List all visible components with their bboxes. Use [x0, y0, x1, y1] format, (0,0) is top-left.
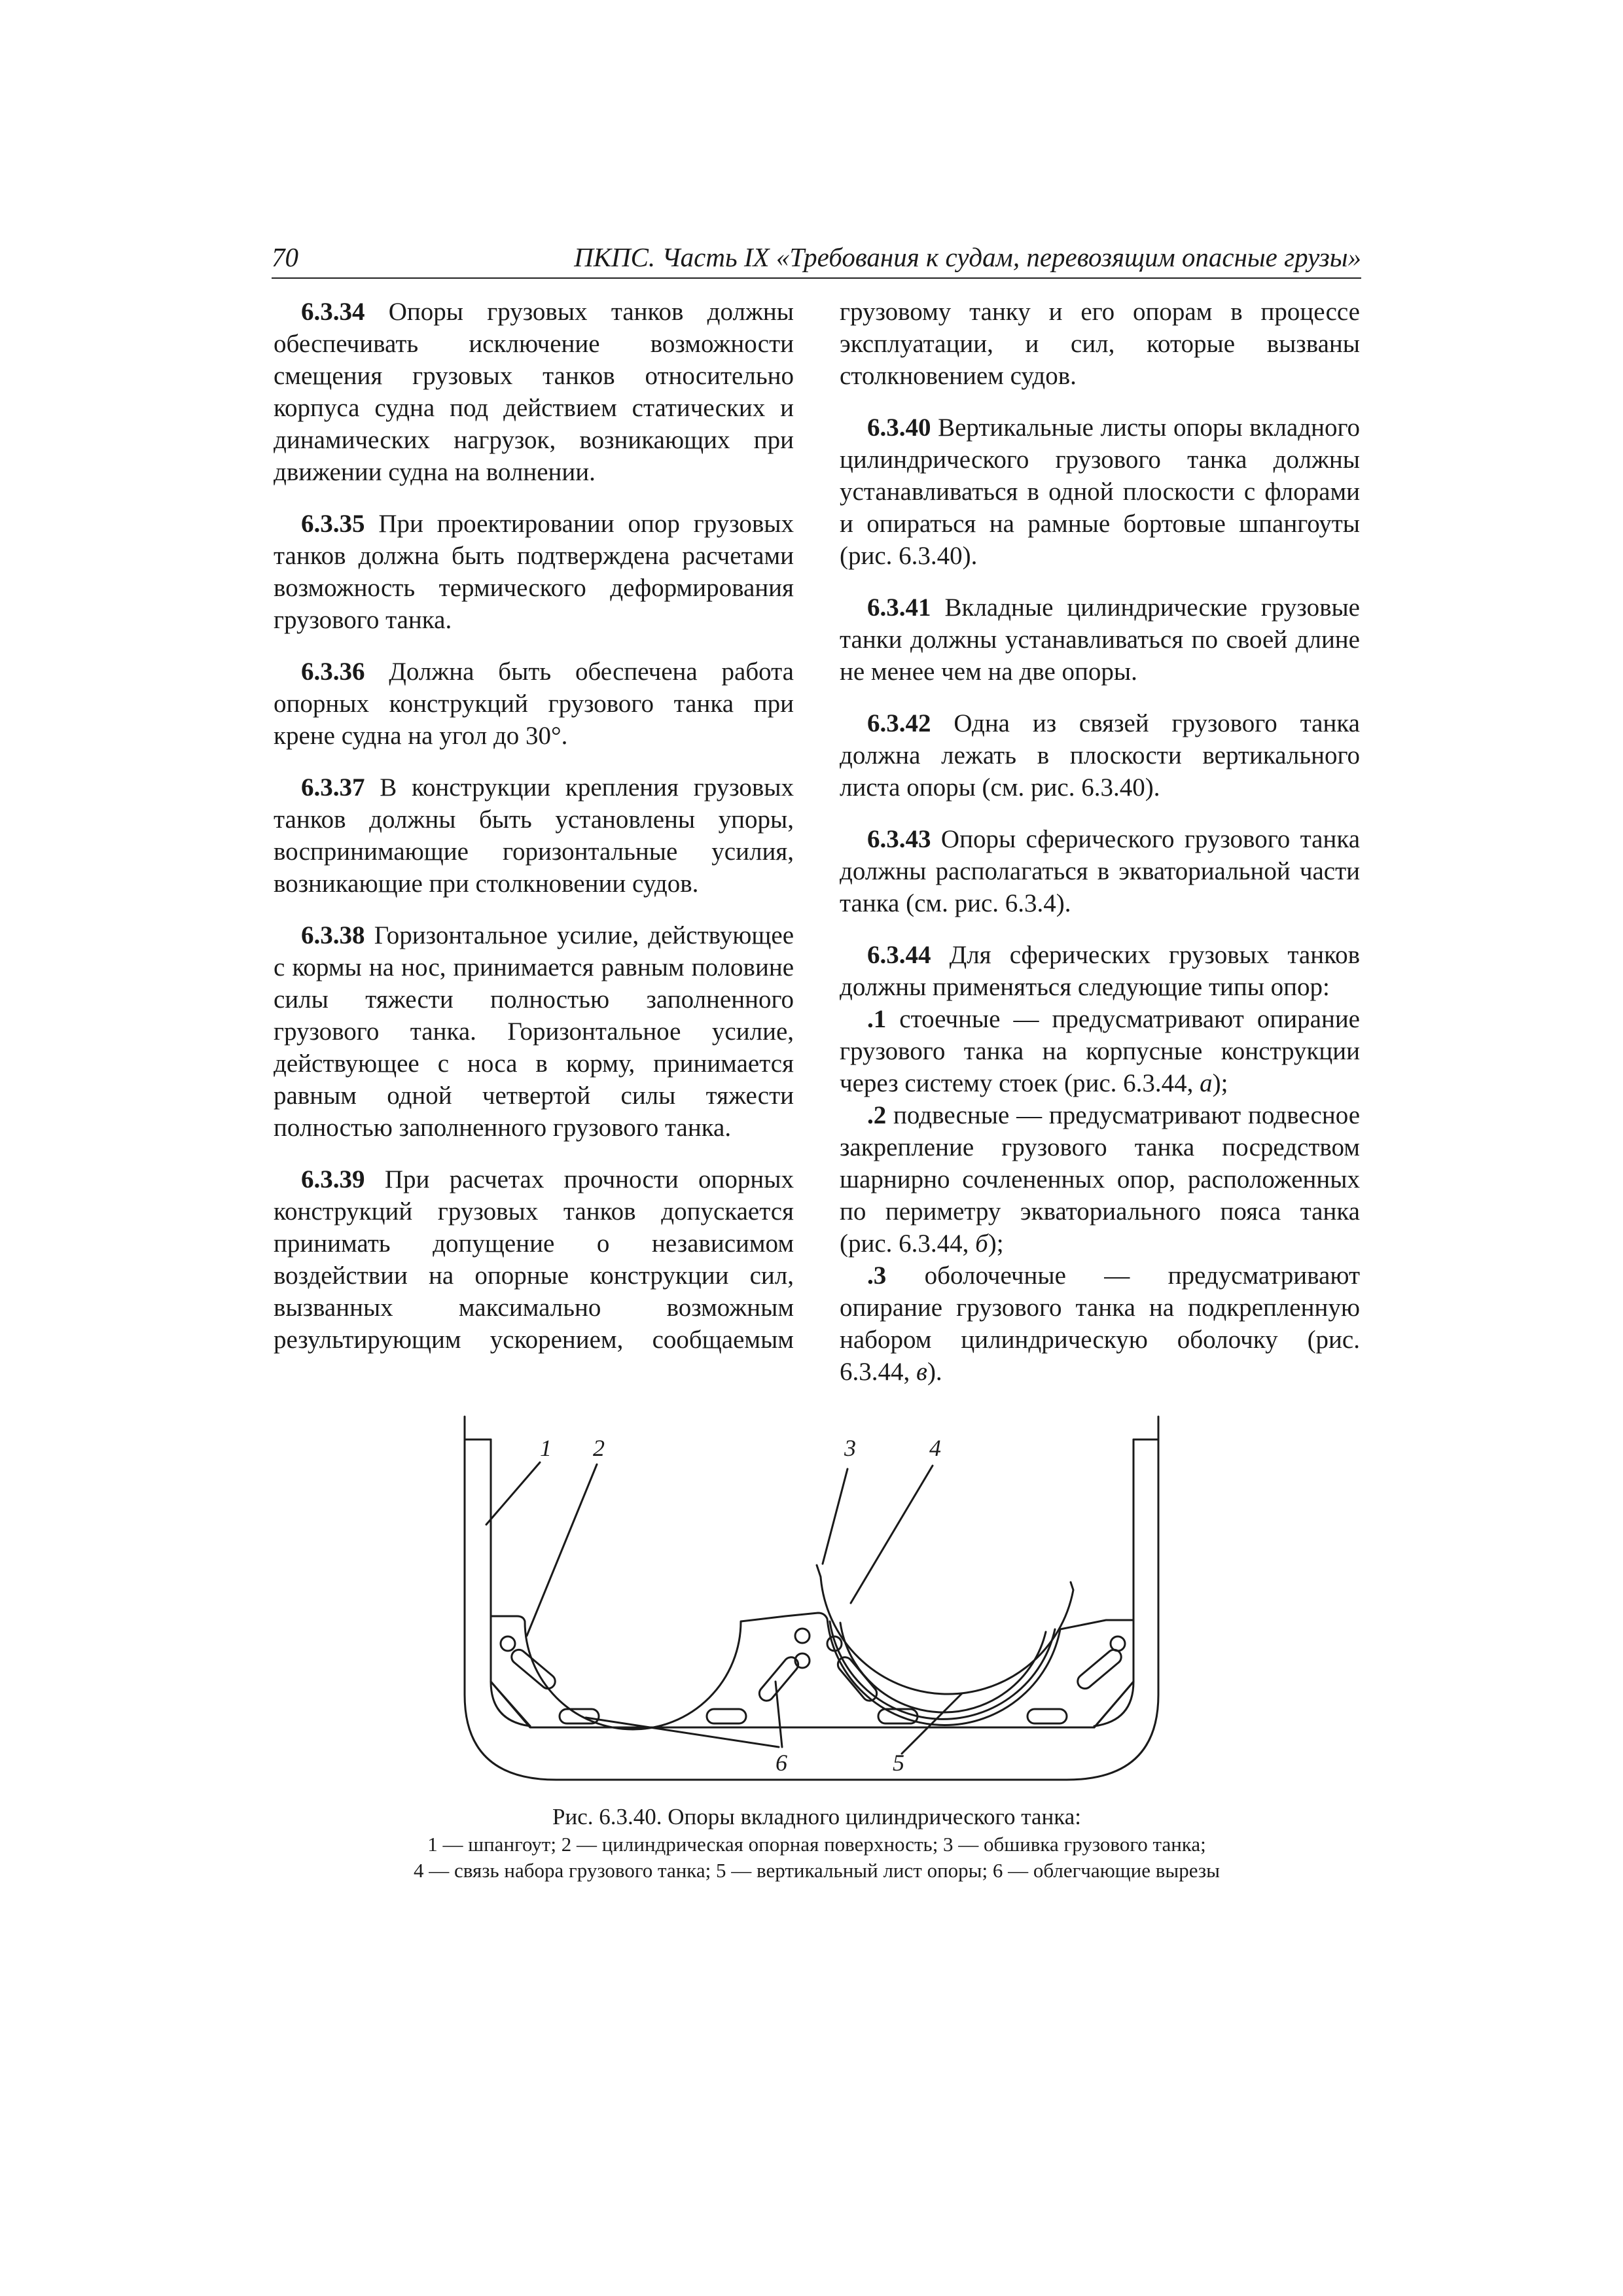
clause-number: 6.3.36: [301, 658, 365, 686]
right-column: [840, 296, 1360, 1388]
clause-number: 6.3.35: [301, 510, 365, 538]
caption-legend-line-1: 1 — шпангоут; 2 — цилиндрическая опорная поверхность; 3 — обшивка грузового танка;: [427, 1833, 1206, 1856]
clause-text: Вкладные цилиндрические грузовые танки должны устанавливаться по своей длине не менее чем на две опоры.: [840, 593, 1360, 686]
clause-number: 6.3.42: [867, 709, 931, 737]
figure-label-3: 3: [844, 1435, 856, 1461]
subitem-tail: ).: [927, 1358, 942, 1386]
clause-text: В конструкции крепления грузовых танков должны быть установлены упоры, воспринимающие горизонтальные усилия, возникающие при столкновении судов.: [274, 773, 794, 898]
lightening-slot: [707, 1709, 746, 1723]
lightening-slot: [1027, 1709, 1067, 1723]
left-column: [274, 296, 794, 1375]
page-number: 70: [272, 242, 298, 272]
figure-ref: а: [1200, 1069, 1213, 1097]
figure-label-4: 4: [929, 1435, 941, 1461]
clause-text: Вертикальные листы опоры вкладного цилиндрического грузового танка должны устанавливаться в одной плоскости с флорами и опираться на рамные бортовые шпангоуты (рис. 6.3.40).: [840, 414, 1360, 570]
figure-label-5: 5: [893, 1750, 904, 1776]
frame-right: [1094, 1439, 1133, 1726]
clause-number: 6.3.39: [301, 1165, 365, 1193]
frame-left: [491, 1439, 530, 1726]
clause-text: При расчетах прочности опорных конструкций грузовых танков допускается принимать допущение о независимом воздействии на опорные конструкции сил, вызванных максимально возможным результирующим ускорением, сообщаемым: [274, 1165, 794, 1354]
lightening-hole: [501, 1636, 515, 1651]
lightening-slot: [1075, 1647, 1124, 1691]
paragraph-continuation: грузовому танку и его опорам в процессе эксплуатации, и сил, которые вызваны столкновением судов.: [840, 298, 1360, 390]
clause-text: Должна быть обеспечена работа опорных конструкций грузового танка при крене судна на угол до 30°.: [274, 658, 794, 750]
subitem-3: [840, 1260, 1360, 1388]
paragraph-6-3-39: [274, 1163, 794, 1356]
subitem-number: .2: [867, 1101, 887, 1129]
clause-number: 6.3.41: [867, 593, 931, 622]
paragraph-6-3-41: [840, 592, 1360, 688]
subitem-number: .3: [867, 1262, 887, 1290]
paragraph-6-3-40: [840, 412, 1360, 572]
caption-title: Рис. 6.3.40. Опоры вкладного цилиндрического танка:: [552, 1804, 1081, 1829]
tank-support-drawing: [425, 1413, 1198, 1793]
subitem-text: стоечные — предусматривают опирание грузового танка на корпусные конструкции через систему стоек (рис. 6.3.44,: [840, 1005, 1360, 1097]
subitem-tail: );: [1212, 1069, 1228, 1097]
subitem-tail: );: [988, 1229, 1004, 1258]
caption-legend-line-2: 4 — связь набора грузового танка; 5 — вертикальный лист опоры; 6 — облегчающие вырезы: [414, 1859, 1220, 1882]
lightening-slot: [508, 1647, 558, 1691]
figure-label-1: 1: [540, 1435, 552, 1461]
paragraph-6-3-43: [840, 823, 1360, 919]
subitem-2: [840, 1099, 1360, 1260]
subitem-text: оболочечные — предусматривают опирание грузового танка на подкрепленную набором цилиндрическую оболочку (рис. 6.3.44,: [840, 1262, 1360, 1386]
paragraph-6-3-34: [274, 296, 794, 488]
clause-text: Опоры грузовых танков должны обеспечивать исключение возможности смещения грузовых танков относительно корпуса судна под действием статических и динамических нагрузок, возникающих при движении судна на волнении.: [274, 298, 794, 486]
clause-text: Для сферических грузовых танков должны применяться следующие типы опор:: [840, 941, 1360, 1001]
figure-caption: [274, 1803, 1360, 1884]
running-title: ПКПС. Часть IX «Требования к судам, перевозящим опасные грузы»: [574, 242, 1361, 272]
clause-number: 6.3.43: [867, 825, 931, 853]
figure-ref: в: [916, 1358, 927, 1386]
clause-number: 6.3.40: [867, 414, 931, 442]
paragraph-6-3-35: [274, 508, 794, 636]
running-header: [272, 237, 1361, 279]
paragraph-6-3-44: [840, 939, 1360, 1003]
subitem-text: подвесные — предусматривают подвесное закрепление грузового танка посредством шарнирно сочлененных опор, расположенных по периметру экваториального пояса танка (рис. 6.3.44,: [840, 1101, 1360, 1258]
paragraph-6-3-38: [274, 919, 794, 1144]
clause-number: 6.3.44: [867, 941, 931, 969]
lightening-hole: [1111, 1636, 1125, 1651]
subitem-number: .1: [867, 1005, 887, 1033]
clause-number: 6.3.38: [301, 921, 365, 949]
clause-text: Одна из связей грузового танка должна лежать в плоскости вертикального листа опоры (см. рис. 6.3.40).: [840, 709, 1360, 802]
paragraph-6-3-42: [840, 707, 1360, 804]
paragraph-6-3-36: [274, 656, 794, 752]
clause-number: 6.3.37: [301, 773, 365, 802]
lightening-hole: [795, 1629, 810, 1643]
clause-text: Опоры сферического грузового танка должны располагаться в экваториальной части танка (см. рис. 6.3.4).: [840, 825, 1360, 917]
clause-number: 6.3.34: [301, 298, 365, 326]
figure-ref: б: [975, 1229, 988, 1258]
clause-text: Горизонтальное усилие, действующее с кормы на нос, принимается равным половине силы тяжести полностью заполненного грузового танка. Горизонтальное усилие, действующее с носа в корму, принимается равным одной четвертой силы тяжести полностью заполненного грузового танка.: [274, 921, 794, 1142]
subitem-1: [840, 1003, 1360, 1099]
clause-text: При проектировании опор грузовых танков должна быть подтверждена расчетами возможность термического деформирования грузового танка.: [274, 510, 794, 634]
hull-shell: [465, 1417, 1158, 1780]
figure-label-2: 2: [593, 1435, 605, 1461]
figure-label-6: 6: [776, 1750, 787, 1776]
paragraph-6-3-37: [274, 771, 794, 900]
